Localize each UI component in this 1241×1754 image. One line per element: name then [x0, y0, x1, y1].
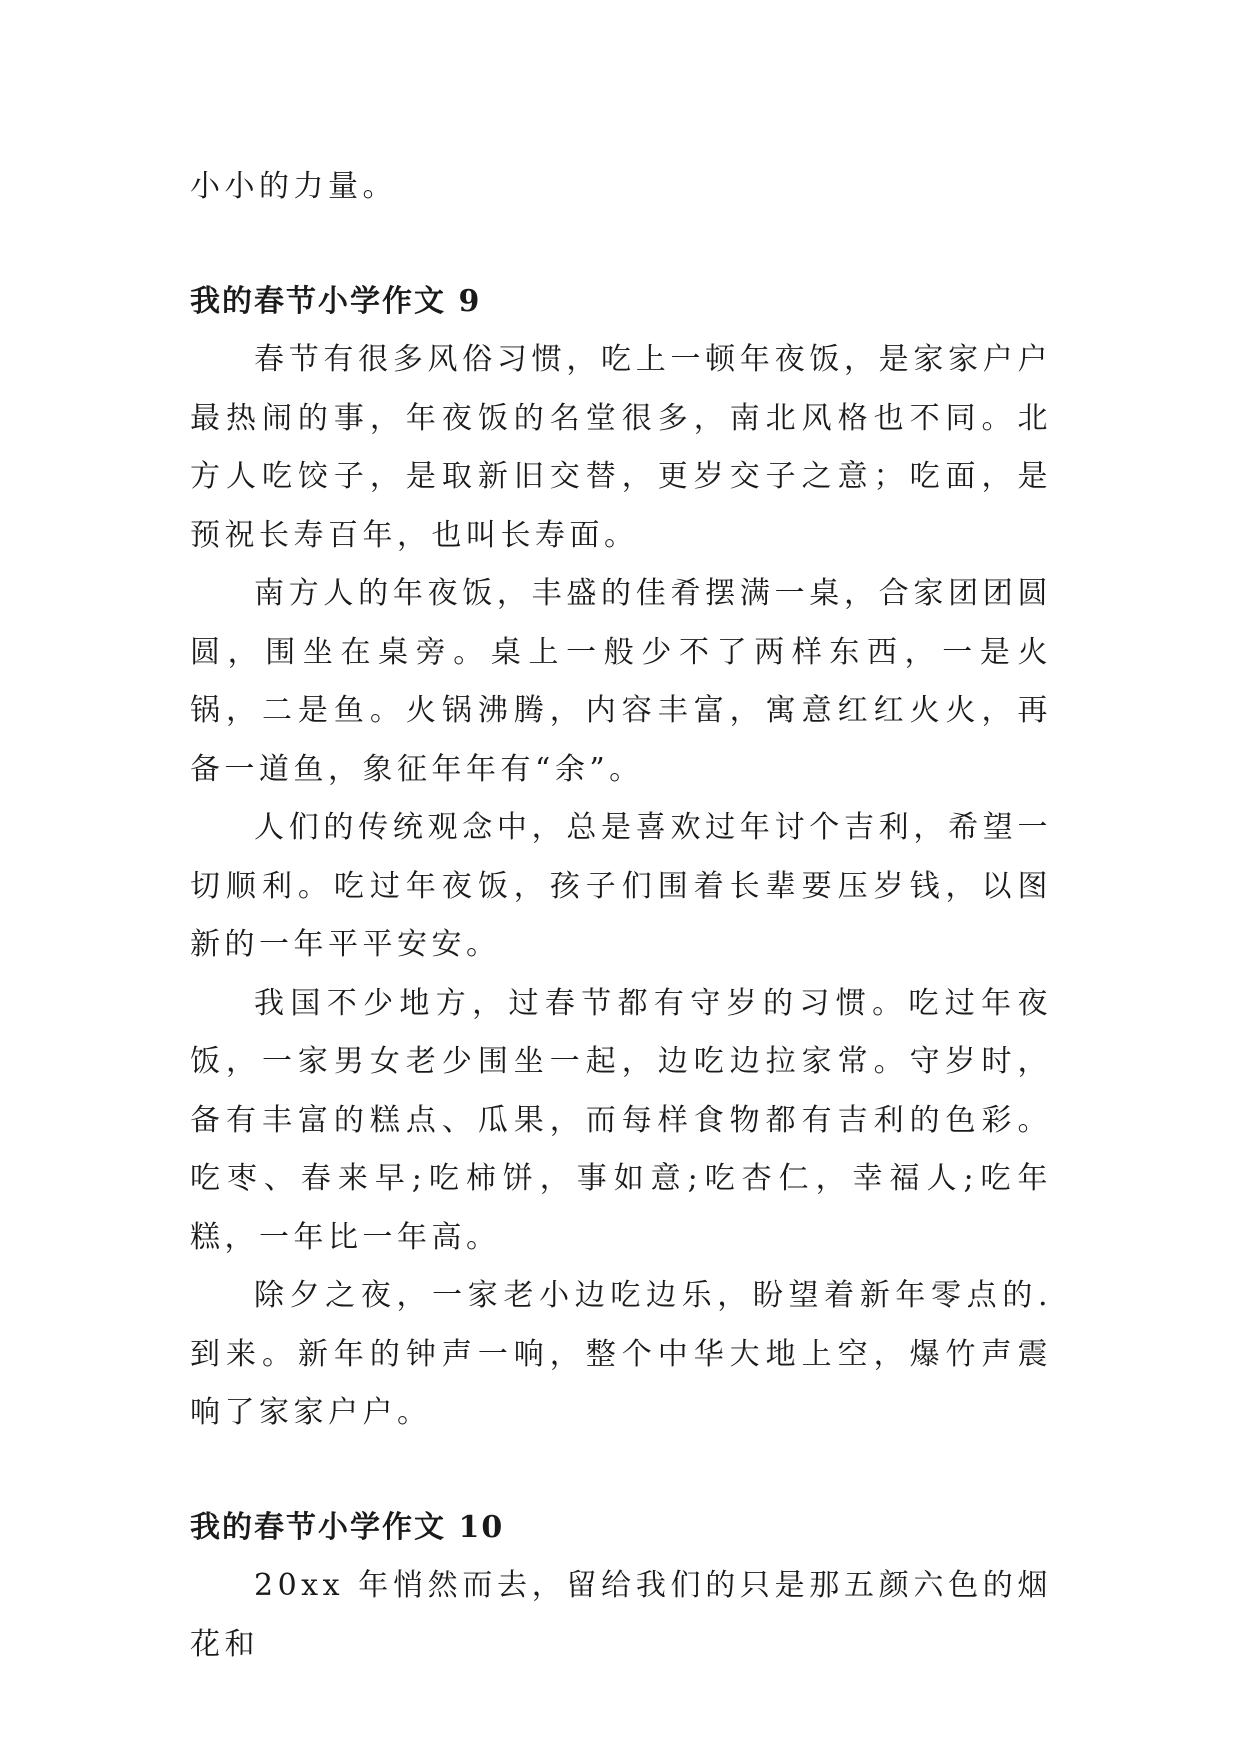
section-10-paragraph-1: 20xx 年悄然而去，留给我们的只是那五颜六色的烟花和 — [190, 1568, 1052, 1662]
section-9-title: 我的春节小学作文 9 — [190, 283, 482, 319]
section-10-title: 我的春节小学作文 10 — [190, 1509, 505, 1545]
section-9-paragraph-2: 南方人的年夜饭，丰盛的佳肴摆满一桌，合家团团圆圆，围坐在桌旁。桌上一般少不了两样东西，一是火锅，二是鱼。火锅沸腾，内容丰富，寓意红红火火，再备一道鱼，象征年年有“余”。 — [190, 576, 1052, 787]
section-9-paragraph-3: 人们的传统观念中，总是喜欢过年讨个吉利，希望一切顺利。吃过年夜饭，孩子们围着长辈要压岁钱，以图新的一年平平安安。 — [190, 810, 1052, 962]
section-9-paragraph-4: 我国不少地方，过春节都有守岁的习惯。吃过年夜饭，一家男女老少围坐一起，边吃边拉家常。守岁时，备有丰富的糕点、瓜果，而每样食物都有吉利的色彩。吃枣、春来早;吃柿饼，事如意;吃杏仁，幸福人;吃年糕，一年比一年高。 — [190, 985, 1052, 1255]
section-9-paragraph-5: 除夕之夜，一家老小边吃边乐，盼望着新年零点的.到来。新年的钟声一响，整个中华大地上空，爆竹声震响了家家户户。 — [190, 1278, 1052, 1430]
document-body — [190, 158, 1052, 1674]
continued-line: 小小的力量。 — [190, 169, 397, 204]
section-9-paragraph-1: 春节有很多风俗习惯，吃上一顿年夜饭，是家家户户最热闹的事，年夜饭的名堂很多，南北风格也不同。北方人吃饺子，是取新旧交替，更岁交子之意；吃面，是预祝长寿百年，也叫长寿面。 — [190, 342, 1052, 553]
